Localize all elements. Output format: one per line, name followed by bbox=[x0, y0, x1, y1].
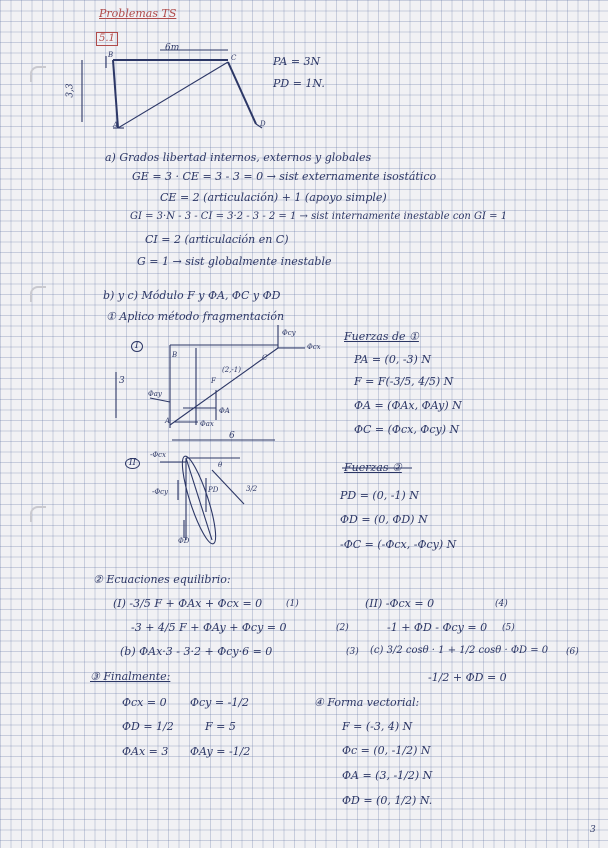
part-two-diagram bbox=[160, 453, 244, 546]
force-label: Φax bbox=[200, 420, 214, 428]
angle-label: θ bbox=[218, 461, 223, 469]
vector-line: ΦD = (0, 1/2) N. bbox=[342, 794, 433, 807]
equation: -1/2 + ΦD = 0 bbox=[428, 671, 507, 684]
page-mark: 3 bbox=[590, 825, 596, 835]
force-line: -ΦC = (-Φcx, -Φcy) N bbox=[340, 538, 457, 551]
part-label: I bbox=[131, 341, 143, 352]
equation: (I) -3/5 F + ΦAx + Φcx = 0 bbox=[113, 597, 263, 610]
node-label: B bbox=[108, 51, 114, 59]
length-label: 3/2 bbox=[246, 485, 258, 493]
force-label: ΦD bbox=[178, 537, 190, 545]
forces-title: Fuerzas de ① bbox=[344, 330, 419, 343]
equation: (b) ΦAx·3 - 3·2 + Φcy·6 = 0 bbox=[120, 645, 273, 658]
equation-number: (3) bbox=[346, 647, 359, 657]
text-line: GE = 3 · CE = 3 - 3 = 0 → sist externamente isostático bbox=[132, 170, 437, 183]
force-label: -Φcx bbox=[150, 451, 166, 459]
force-line: PD = (0, -1) N bbox=[340, 489, 419, 502]
result-value: ΦAy = -1/2 bbox=[190, 745, 251, 758]
height-label: 3,3 bbox=[65, 83, 76, 98]
vector-line: ΦA = (3, -1/2) N bbox=[342, 769, 433, 782]
equation-number: (2) bbox=[336, 623, 349, 633]
force-label: F bbox=[211, 377, 216, 385]
vector-line: Φc = (0, -1/2) N bbox=[342, 744, 431, 757]
result-value: ΦD = 1/2 bbox=[122, 720, 174, 733]
force-label: Φay bbox=[148, 390, 162, 398]
text-line: CI = 2 (articulación en C) bbox=[145, 233, 289, 246]
equation-number: (1) bbox=[286, 599, 299, 609]
equation: -3 + 4/5 F + ΦAy + Φcy = 0 bbox=[131, 621, 287, 634]
page-title: Problemas TS bbox=[99, 7, 177, 20]
node-label: A bbox=[165, 417, 171, 425]
result-value: F = 5 bbox=[205, 720, 236, 733]
equation-number: (5) bbox=[502, 623, 515, 633]
forces-title: Fuerzas ② bbox=[344, 461, 402, 474]
force-label: -Φcy bbox=[152, 488, 168, 496]
force-line: PA = (0, -3) N bbox=[354, 353, 431, 366]
force-line: ΦA = (ΦAx, ΦAy) N bbox=[354, 399, 462, 412]
section-heading: ② Ecuaciones equilibrio: bbox=[93, 573, 231, 586]
section-heading: ③ Finalmente: bbox=[90, 670, 171, 683]
node-label: C bbox=[262, 354, 268, 362]
equation-number: (6) bbox=[566, 647, 579, 657]
section-heading: a) Grados libertad internos, externos y globales bbox=[105, 151, 372, 164]
text-line: G = 1 → sist globalmente inestable bbox=[137, 255, 332, 268]
node-label: A bbox=[113, 121, 119, 129]
text-line: GI = 3·N - 3 - CI = 3·2 - 3 - 2 = 1 → sist internamente inestable con GI = 1 bbox=[130, 211, 508, 222]
force-label: ΦA bbox=[219, 407, 230, 415]
equation: (II) -Φcx = 0 bbox=[365, 597, 435, 610]
result-value: Φcx = 0 bbox=[122, 696, 167, 709]
force-label: PD bbox=[208, 486, 219, 494]
node-label: C bbox=[231, 54, 237, 62]
result-value: ΦAx = 3 bbox=[122, 745, 169, 758]
force-line: F = F(-3/5, 4/5) N bbox=[354, 375, 454, 388]
force-label: Φcx bbox=[307, 343, 321, 351]
method-line: ① Aplico método fragmentación bbox=[106, 310, 285, 323]
part-label: II bbox=[125, 458, 140, 469]
force-label: Φcy bbox=[282, 329, 296, 337]
equation: -1 + ΦD - Φcy = 0 bbox=[387, 621, 488, 634]
equation-number: (4) bbox=[495, 599, 508, 609]
dimension-label: 3 bbox=[119, 376, 125, 386]
section-heading: b) y c) Módulo F y ΦA, ΦC y ΦD bbox=[103, 289, 281, 302]
force-line: ΦC = (Φcx, Φcy) N bbox=[354, 423, 460, 436]
equation: (c) 3/2 cosθ · 1 + 1/2 cosθ · ΦD = 0 bbox=[370, 645, 549, 656]
node-label: D bbox=[260, 120, 266, 128]
width-label: 6m bbox=[165, 43, 180, 53]
load-label: PA = 3N bbox=[273, 55, 321, 68]
load-label: PD = 1N. bbox=[273, 77, 325, 90]
force-line: ΦD = (0, ΦD) N bbox=[340, 513, 428, 526]
section-heading: ④ Forma vectorial: bbox=[314, 696, 420, 709]
coord-label: (2,-1) bbox=[222, 366, 241, 374]
text-line: CE = 2 (articulación) + 1 (apoyo simple) bbox=[160, 191, 387, 204]
vector-line: F = (-3, 4) N bbox=[342, 720, 413, 733]
result-value: Φcy = -1/2 bbox=[190, 696, 250, 709]
node-label: B bbox=[172, 351, 178, 359]
problem-number: 5.1 bbox=[96, 32, 118, 46]
dimension-label: 6 bbox=[229, 431, 235, 441]
